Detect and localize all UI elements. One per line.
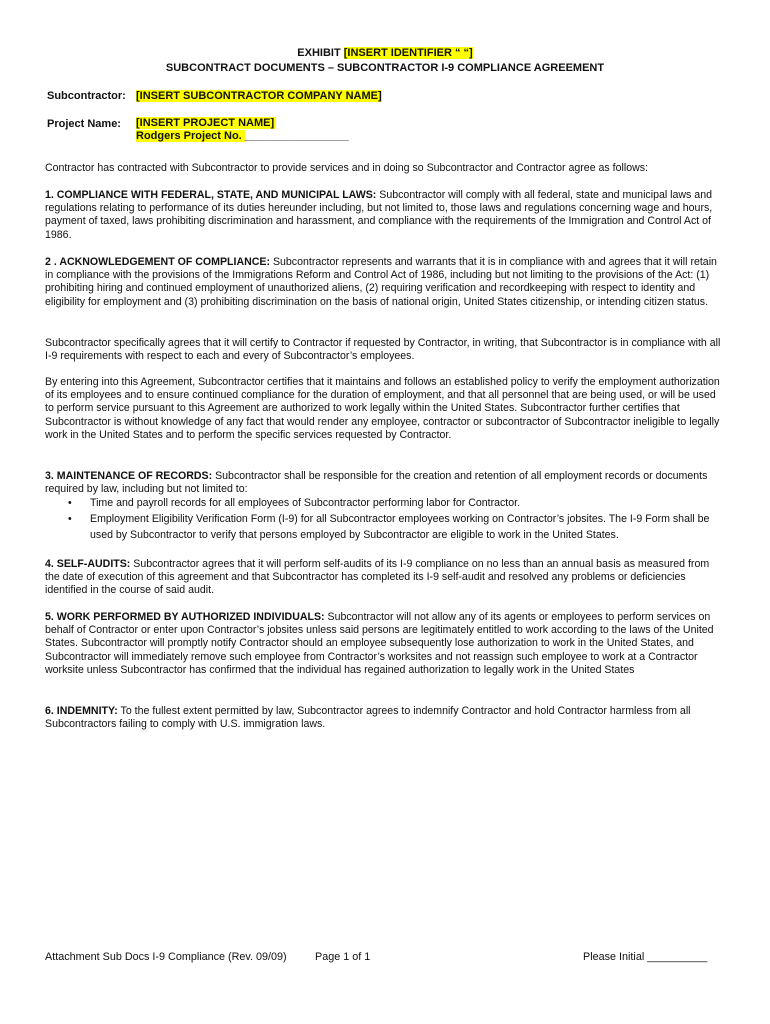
footer-doc-name: Attachment Sub Docs I-9 Compliance (Rev. 09/09) [45,951,287,963]
project-name-value: [INSERT PROJECT NAME] [136,117,275,129]
section-3-heading: 3. MAINTENANCE OF RECORDS: [45,470,213,482]
bullet-icon: • [68,497,72,509]
section-2-paragraph-2: Subcontractor specifically agrees that it will certify to Contractor if requested by Contractor, in writing, that Subcontractor is in compliance with all I-9 requirements with respect to each and every of Subcontractor’s employees. [45,337,721,363]
section-6-heading: 6. INDEMNITY: [45,705,118,717]
section-6-text: To the fullest extent permitted by law, Subcontractor agrees to indemnify Contractor and hold Contractor harmless from all Subcontractors failing to comply with U.S. immigration laws. [45,705,691,731]
document-header [0,46,770,76]
section-4-heading: 4. SELF-AUDITS: [45,558,131,570]
intro-paragraph: Contractor has contracted with Subcontractor to provide services and in doing so Subcontractor and Contractor agree as follows: [45,162,648,174]
section-4-text: Subcontractor agrees that it will perform self-audits of its I-9 compliance on no less than an annual basis as measured from the date of execution of this agreement and that Subcontractor has completed its I-9 self-audit and resolved any problems or deficiencies identified in the course of said audit. [45,558,710,597]
footer-initial: Please Initial __________ [583,951,708,963]
section-5-text: Subcontractor will not allow any of its agents or employees to perform services on behalf of Contractor or enter upon Contractor’s jobsites unless said persons are legitimately entitled to work according to the laws of the United States. Subcontractor will promptly notify Contractor should an employee subsequently lose authorization to work in the United States, and Subcontractor will immediately remove such employee from Contractor’s worksites and not reassign such employee to work at a Contractor worksite unless Subcontractor has confirmed that the individual has regained authorization to legally work in the United States [45,611,714,676]
subcontractor-value-wrap [136,90,382,103]
list-item [62,497,722,510]
section-3-text: Subcontractor shall be responsible for the creation and retention of all employment records or documents required by law, including but not limited to: [45,470,708,496]
project-name-label: Project Name: [47,118,121,130]
exhibit-identifier: [INSERT IDENTIFIER “ “] [343,47,473,59]
section-5 [45,611,725,677]
footer-page-number: Page 1 of 1 [315,951,371,963]
list-item [62,512,722,543]
rodgers-project-no: Rodgers Project No. [136,130,245,142]
project-value-wrap [136,117,349,143]
bullet-text: Time and payroll records for all employees of Subcontractor performing labor for Contractor. [90,497,521,509]
section-1-heading: 1. COMPLIANCE WITH FEDERAL, STATE, AND MUNICIPAL LAWS: [45,189,377,201]
section-1-text: Subcontractor will comply with all federal, state and municipal laws and regulations relating to performance of its duties hereunder including, but not limited to, those laws and regulations concerning wage and hours, payment of taxed, laws prohibiting discrimination and harassment, and compliance with the requirements of the Immigration and Control Act of 1986. [45,189,713,241]
section-2-paragraph-3: By entering into this Agreement, Subcontractor certifies that it maintains and follows an established policy to verify the employment authorization of its employees and to ensure continued compliance for the duration of employment, and that all personnel that are being used, or will be used to perform service pursuant to this Agreement are authorized to work legally within the United States. Subcontractor further certifies that Subcontractor is without knowledge of any fact that would render any employee, contractor or subcontractor of Subcontractor ineligible to legally work in the United States and to perform the specific services requested by Contractor. [45,376,720,441]
section-3 [45,470,725,496]
section-4 [45,558,725,598]
exhibit-prefix: EXHIBIT [297,47,344,59]
section-1 [45,189,725,242]
subcontractor-value: [INSERT SUBCONTRACTOR COMPANY NAME] [136,90,382,102]
section-6 [45,705,725,731]
section-2-text: Subcontractor represents and warrants that it is in compliance with and agrees that it will retain in compliance with the provisions of the Immigrations Reform and Control Act of 1986, including but not limiting to the provisions of the Act: (1) prohibiting hiring and continued employment of unauthorized aliens, (2) requiring verification and recordkeeping with respect to identity and eligibility for employment and (3) prohibiting discrimination on the basis of national origin, United States citizenship, or intending citizen status. [45,256,717,308]
bullet-icon: • [68,513,72,526]
rodgers-project-blank: _________________ [244,130,349,142]
section-5-heading: 5. WORK PERFORMED BY AUTHORIZED INDIVIDUALS: [45,611,325,623]
section-2-heading: 2 . ACKNOWLEDGEMENT OF COMPLIANCE: [45,256,271,268]
section-3-bullets [62,497,722,545]
bullet-text: Employment Eligibility Verification Form (I-9) for all Subcontractor employees working on Contractor’s jobsites. The I-9 Form shall be used by Subcontractor to verify that persons employed by Subcontractor are eligible to work in the United States. [90,513,710,541]
section-2 [45,256,725,309]
subcontractor-label: Subcontractor: [47,90,126,102]
exhibit-line [0,46,770,61]
document-title: SUBCONTRACT DOCUMENTS – SUBCONTRACTOR I-9 COMPLIANCE AGREEMENT [165,62,605,74]
